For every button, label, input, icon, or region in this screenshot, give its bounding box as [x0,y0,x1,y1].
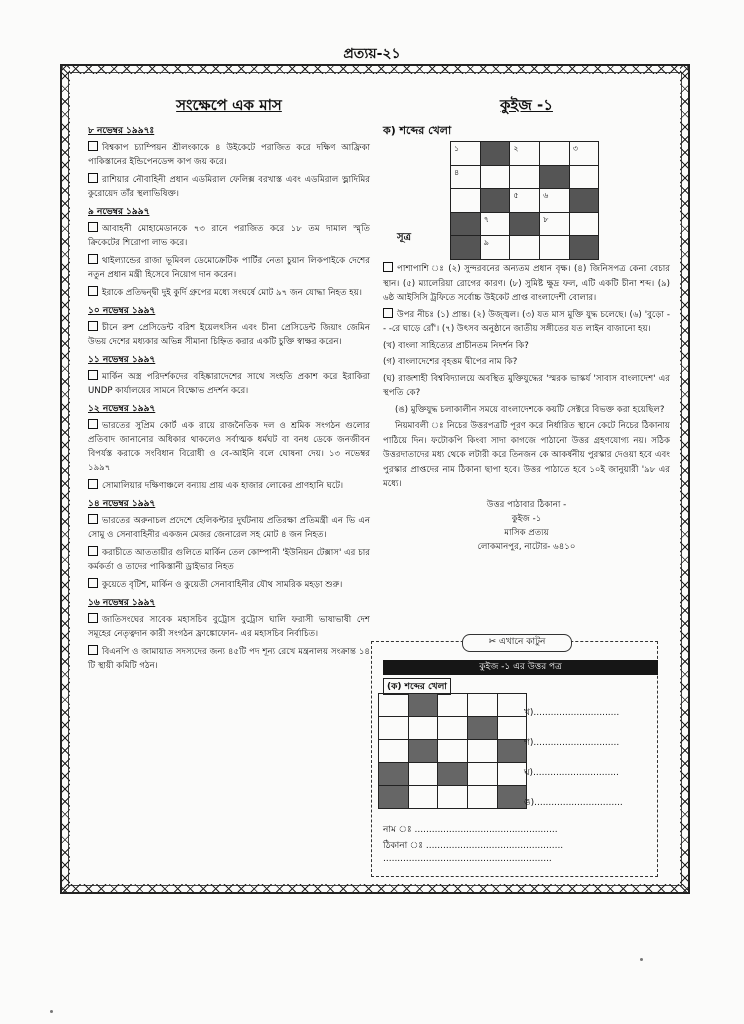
answer-line-ga[interactable]: গ).............................. [524,738,620,748]
news-item-text: করাচীতে আততায়ীর গুলিতে মার্কিন তেল কোম্পানী 'ইউনিয়ন টেক্সাস' এর চার কর্মকর্তা ও তাদের পাকিস্তানী ড্রাইভার নিহত [88,548,370,572]
answer-line-kha[interactable]: খ).............................. [524,708,620,718]
question-kha: (খ) বাংলা সাহিত্যের প্রাচীনতম নিদর্শন কি? [383,340,529,351]
clues-text [383,262,670,554]
checkbox-icon [88,286,98,296]
grid-cell-black [510,212,540,236]
grid-cell [540,236,570,260]
address-field-line2[interactable]: ........................................................... [383,854,552,864]
question-gha: (ঘ) রাজশাহী বিশ্ববিদ্যালয়ে অবস্থিত মুক্তিযুদ্ধের 'স্মরক ভাস্কর্য 'সাবাস বাংলাদেশ' এর স্থপতি কে? [383,373,670,398]
news-item [88,645,370,673]
grid-cell-black [480,142,510,166]
rules: নিয়মাবলী ঃ নিচের উত্তরপত্রটি পূরণ করে নির্ধারিত স্থানে কেটে নিচের ঠিকানায় পাঠিয়ে দিন। ফটোকপি কিংবা সাদা কাগজে পাঠানো উত্তর গ্রহণযোগ্য নয়। সঠিক উত্তরদাতাদের মধ্য থেকে লটারী করে তিনজন কে আকর্ষনীয় পুরস্কার দেওয়া হবে এবং পুরস্কার প্রাপ্তদের নাম ঠিকানা ছাপা হবে। উত্তর পাঠাতে হবে ১০ই জানুয়ারী '৯৮ এর মধ্যে। [383,421,670,489]
news-item-text: জাতিসংঘের সাবেক মহাসচিব বুট্রোস বুট্রোস ঘালি ফরাসী ভাষাভাষী দেশ সমূহের নেতৃত্বদান কারী সংগঠন ফ্রাঙ্কোফোন- এর মহাসচিব নির্বাচিত। [88,615,370,639]
grid-cell-black [451,236,481,260]
clue-across: পাশাপাশি ঃ (২) সুন্দরবনের অন্যতম প্রধান বৃক্ষ। (৪) জিনিসপত্র কেনা বেচার স্থান। (৫) ম্যালেরিয়া রোগের কারণ। (৮) সুমিষ্ট ক্ষুদ্র ফল, এটি একটি চীনা শব্দ। (৯) ৬ষ্ঠ আইসিসি ট্রফিতে সর্বোচ্চ উইকেট প্রাপ্ত বাংলাদেশী বোলার। [383,264,670,303]
grid-cell [569,165,599,189]
grid-cell: ২ [510,142,540,166]
news-item-text: রাশিয়ার নৌবাহিনী প্রধান এডমিরাল ফেলিক্স বরখাস্ত এবং এডমিরাল ভ্লাদিমির কুরোয়েদ তাঁর স্থলাভিষিক্ত। [88,175,370,199]
news-item [88,141,370,169]
name-field[interactable]: নাম ঃ .................................................. [383,825,558,835]
grid-cell: ৫ [510,189,540,213]
news-item [88,546,370,574]
grid-cell: ১ [451,142,481,166]
grid-cell [510,236,540,260]
checkbox-icon [88,645,98,655]
answer-crossword-grid[interactable] [378,693,527,809]
news-column [88,98,370,677]
news-date: ১১ নভেম্বর ১৯৯৭ [88,355,156,365]
news-item [88,479,370,493]
news-date: ৯ নভেম্বর ১৯৯৭ [88,207,150,217]
grid-cell-black [451,212,481,236]
grid-cell [451,189,481,213]
clue-down: উপর নীচঃ (১) প্রান্ত। (২) উজ্জ্বল। (৩) যত মাস মুক্তি যুদ্ধ চলেছে। (৬) 'বুড়ো -- -রে ঘাড়ে রোঁ'। (৭) উৎসব অনুষ্ঠানে জাতীয় সঙ্গীতের যত লাইন বাজানো হয়। [383,309,670,334]
address-field[interactable]: ঠিকানা ঃ ................................................ [383,841,564,851]
cut-here-label: ✂ এখানে কাটুন [462,634,572,652]
checkbox-icon [88,370,98,380]
checkbox-icon [383,308,393,318]
checkbox-icon [88,546,98,556]
news-item-text: বিশ্বকাপ চ্যাম্পিয়ন শ্রীলংকাকে ৪ উইকেটে পরাজিত করে দক্ষিণ আফ্রিকা পাকিস্তানের ইন্ডিপেনডেন্স কাপ জয় করে। [88,143,370,167]
scissors-icon: ✂ [488,637,499,647]
news-date: ১৬ নভেম্বর ১৯৯৭ [88,598,156,608]
grid-cell [510,165,540,189]
word-game-label: ক) শব্দের খেলা [383,124,452,137]
grid-cell [540,142,570,166]
page-number-header: প্রত্যয়-২১ [343,46,401,62]
news-item [88,370,370,398]
question-ga: (গ) বাংলাদেশের বৃহত্তম দ্বীপের নাম কি? [383,357,518,367]
quiz-column [383,98,670,142]
checkbox-icon [88,613,98,623]
news-item-text: চীনে রুশ প্রেসিডেন্ট বরিশ ইয়েলৎসিন এবং চীনা প্রেসিডেন্ট জিয়াং জেমিন উভয় দেশের মধ্যকার অভিন্ন সীমানা চিহ্নিত করার একটি চুক্তি স্বাক্ষর করেন। [88,323,370,347]
mailing-address: উত্তর পাঠাবার ঠিকানা - কুইজ -১ মাসিক প্রত্যয় লোকমানপুর, নাটোর- ৬৪১০ [477,499,576,552]
news-item [88,321,370,349]
grid-cell [569,212,599,236]
news-item-text: ভারতের অরুনাচল প্রদেশে হেলিকপ্টার দুর্ঘটনায় প্রতিরক্ষা প্রতিমন্ত্রী এন ভি এন সোমু ও সেনাবাহিনীর একজন মেজর জেনারেল সহ মোট ৪ জন নিহত। [88,516,370,540]
quiz-title: কুইজ -১ [500,96,553,114]
news-item [88,222,370,250]
answer-line-gha[interactable]: ঘ).............................. [524,768,619,778]
news-item-text: কুয়েতে বৃটিশ, মার্কিন ও কুয়েতী সেনাবাহিনীর যৌথ সামরিক মহড়া শুরু। [102,580,343,590]
grid-cell-black [540,165,570,189]
news-item [88,173,370,201]
grid-cell: ৮ [540,212,570,236]
grid-cell: ৪ [451,165,481,189]
news-date: ১২ নভেম্বর ১৯৯৭ [88,404,156,414]
answer-word-game-label: (ক) শব্দের খেলা [383,678,451,695]
news-item [88,578,370,592]
checkbox-icon [88,321,98,331]
clues-label: সূত্র [397,232,411,243]
news-item [88,613,370,641]
news-item-text: ভারতের সুপ্রিম কোর্ট এক রায়ে রাজনৈতিক দল ও শ্রমিক সংগঠন গুলোর প্রতিবাদ জানানোর অধিকার থাকলেও সর্বাত্মক ধর্মঘট বা বনধ ডেকে জনজীবন বিপর্যস্ত করাকে সংবিধান বিরোধী ও বে-আইনি বলে ঘোষনা দেয়। ১৩ নভেম্বর ১৯৯৭ [88,421,370,473]
news-date: ১৪ নভেম্বর ১৯৯৭ [88,499,156,509]
answer-line-uma[interactable]: ঙ)............................... [524,798,623,808]
grid-cell: ৯ [480,236,510,260]
news-item-text: থাইল্যান্ডের রাজা ভূমিবল ডেমোক্রেটিক পার্টির নেতা চুয়ান লিকপাইকে দেশের নতুন প্রধান মন্ত্রী হিসেবে নিয়োগ দান করেন। [88,256,370,280]
news-item-text: ইরাকে প্রতিদ্বন্দ্বী দুই কুর্দি গ্রুপের মধ্যে সংঘর্ষে মোট ৯৭ জন যোদ্ধা নিহত হয়। [102,288,362,298]
crossword-grid [450,141,599,260]
news-title: সংক্ষেপে এক মাস [176,96,282,114]
scan-speck [640,958,643,961]
news-groups [88,124,370,673]
news-item [88,419,370,475]
grid-cell [480,165,510,189]
news-item-text: বিএনপি ও জামায়াত সদস্যদের জন্য ৪৫টি পদ শূন্য রেখে মন্ত্রনালয় সংক্রান্ত ১৪ টি স্থায়ী কমিটি গঠন। [88,647,370,671]
checkbox-icon [383,262,393,272]
checkbox-icon [88,141,98,151]
checkbox-icon [88,578,98,588]
news-item [88,254,370,282]
news-date: ৮ নভেম্বর ১৯৯৭ঃ [88,126,155,136]
news-item-text: আবাহনী মোহামেডানকে ৭৩ রানে পরাজিত করে ১৮ তম দামাল স্মৃতি ক্রিকেটের শিরোপা লাভ করে। [88,224,370,248]
news-item-text: মার্কিন অস্ত্র পরিদর্শকদের বহিষ্কারাদেশের সাথে সংহতি প্রকাশ করে ইরাকিরা UNDP কার্যালয়ের সামনে বিক্ষোভ প্রদর্শন করে। [88,372,370,396]
grid-cell-black [480,189,510,213]
scan-speck [50,1010,53,1013]
answer-sheet-title: কুইজ -১ এর উত্তর পত্র [383,660,658,675]
news-item-text: সোমালিয়ার দক্ষিণাঞ্চলে বন্যায় প্রায় এক হাজার লোকের প্রাণহানি ঘটে। [102,481,344,491]
checkbox-icon [88,479,98,489]
checkbox-icon [88,419,98,429]
grid-cell: ৬ [540,189,570,213]
grid-cell: ৩ [569,142,599,166]
checkbox-icon [88,222,98,232]
checkbox-icon [88,173,98,183]
grid-cell-black [569,189,599,213]
news-date: ১০ নভেম্বর ১৯৯৭ [88,306,156,316]
checkbox-icon [88,254,98,264]
news-item [88,514,370,542]
grid-cell-black [569,236,599,260]
grid-cell: ৭ [480,212,510,236]
checkbox-icon [88,514,98,524]
question-uma: (ঙ) মুক্তিযুদ্ধ চলাকালীন সময়ে বাংলাদেশকে কয়টি সেক্টরে বিভক্ত করা হয়েছিল? [395,404,665,415]
news-item [88,286,370,300]
